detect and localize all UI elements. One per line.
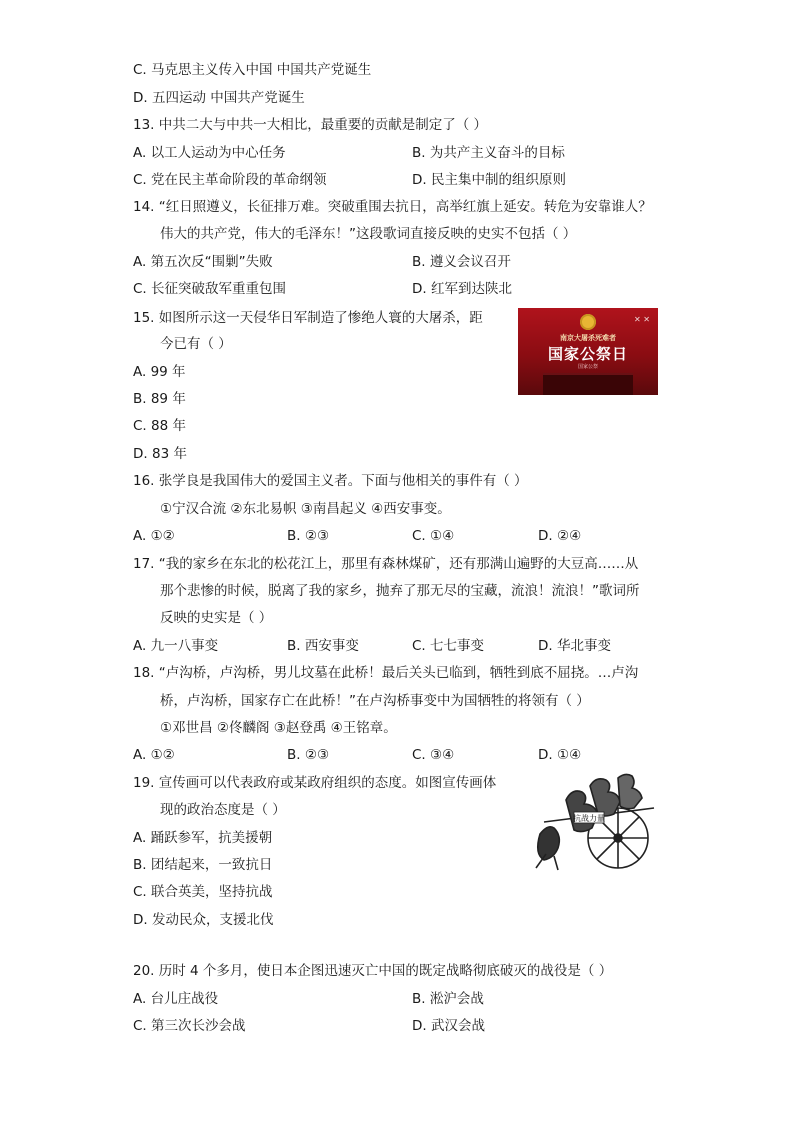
- question-19: 19. 宣传画可以代表政府或某政府组织的态度。如图宣传画体: [133, 775, 497, 791]
- question-18-cont: 桥，卢沟桥，国家存亡在此桥！”在卢沟桥事变中为国牺牲的将领有（ ）: [160, 693, 590, 709]
- option-19d: D. 发动民众，支援北伐: [133, 912, 274, 928]
- option-18b: B. ②③: [287, 747, 330, 763]
- doves-icon: ✕ ✕: [634, 315, 650, 324]
- option-16c: C. ①④: [412, 528, 455, 544]
- question-14: 14. “红日照遵义，长征排万难。突破重围去抗日，高举红旗上延安。转危为安靠谁人？: [133, 199, 652, 215]
- option-20b: B. 淞沪会战: [412, 991, 484, 1007]
- question-20: 20. 历时 4 个多月，使日本企图迅速灭亡中国的既定战略彻底破灭的战役是（ ）: [133, 963, 613, 979]
- option-17b: B. 西安事变: [287, 638, 359, 654]
- option-13b: B. 为共产主义奋斗的目标: [412, 145, 565, 161]
- option-13c: C. 党在民主革命阶段的革命纲领: [133, 172, 327, 188]
- question-17-cont2: 反映的史实是（ ）: [160, 610, 273, 626]
- option-19a: A. 踊跃参军，抗美援朝: [133, 830, 273, 846]
- option-16a: A. ①②: [133, 528, 175, 544]
- option-19b: B. 团结起来，一致抗日: [133, 857, 273, 873]
- option-12c: C. 马克思主义传入中国 中国共产党诞生: [133, 62, 372, 78]
- cart-illustration: [526, 772, 662, 872]
- option-13d: D. 民主集中制的组织原则: [412, 172, 566, 188]
- option-19c: C. 联合英美，坚持抗战: [133, 884, 273, 900]
- option-15d: D. 83 年: [133, 446, 187, 462]
- option-20c: C. 第三次长沙会战: [133, 1018, 246, 1034]
- option-17c: C. 七七事变: [412, 638, 485, 654]
- option-20d: D. 武汉会战: [412, 1018, 485, 1034]
- option-13a: A. 以工人运动为中心任务: [133, 145, 286, 161]
- question-17: 17. “我的家乡在东北的松花江上，那里有森林煤矿，还有那满山遍野的大豆高……从: [133, 556, 639, 572]
- option-17a: A. 九一八事变: [133, 638, 219, 654]
- national-emblem-icon: [580, 314, 596, 330]
- image-caption-main: 国家公祭日: [547, 345, 628, 363]
- option-14c: C. 长征突破敌军重重包围: [133, 281, 287, 297]
- option-14b: B. 遵义会议召开: [412, 254, 511, 270]
- question-19-cont: 现的政治态度是（ ）: [160, 802, 286, 818]
- option-18d: D. ①④: [538, 747, 582, 763]
- question-14-cont: 伟大的共产党，伟大的毛泽东！”这段歌词直接反映的史实不包括（ ）: [160, 226, 577, 242]
- option-18c: C. ③④: [412, 747, 455, 763]
- question-13: 13. 中共二大与中共一大相比，最重要的贡献是制定了（ ）: [133, 117, 488, 133]
- question-15: 15. 如图所示这一天侵华日军制造了惨绝人寰的大屠杀，距: [133, 310, 483, 326]
- image-caption-tiny: 国家公祭: [577, 364, 598, 370]
- question-17-cont1: 那个悲惨的时候，脱离了我的家乡，抛弃了那无尽的宝藏，流浪！流浪！”歌词所: [160, 583, 640, 599]
- cart-label: 抗战力量: [573, 814, 605, 823]
- option-16d: D. ②④: [538, 528, 582, 544]
- option-15c: C. 88 年: [133, 418, 186, 434]
- option-14a: A. 第五次反“围剿”失败: [133, 254, 273, 270]
- option-18a: A. ①②: [133, 747, 175, 763]
- option-15a: A. 99 年: [133, 364, 186, 380]
- question-15-cont: 今已有（ ）: [160, 336, 232, 352]
- question-16-items: ①宁汉合流 ②东北易帜 ③南昌起义 ④西安事变。: [160, 501, 451, 517]
- memorial-day-image: [518, 308, 658, 395]
- image-caption-small: 南京大屠杀死难者: [560, 334, 616, 342]
- propaganda-cart-image: [526, 772, 662, 872]
- question-16: 16. 张学良是我国伟大的爱国主义者。下面与他相关的事件有（ ）: [133, 473, 528, 489]
- gate-silhouette: [543, 373, 633, 395]
- question-18: 18. “卢沟桥，卢沟桥，男儿坟墓在此桥！最后关头已临到，牺牲到底不屈挠。…卢沟: [133, 665, 639, 681]
- option-14d: D. 红军到达陕北: [412, 281, 512, 297]
- option-16b: B. ②③: [287, 528, 330, 544]
- option-20a: A. 台儿庄战役: [133, 991, 219, 1007]
- question-18-items: ①邓世昌 ②佟麟阁 ③赵登禹 ④王铭章。: [160, 720, 397, 736]
- option-17d: D. 华北事变: [538, 638, 611, 654]
- option-12d: D. 五四运动 中国共产党诞生: [133, 90, 305, 106]
- option-15b: B. 89 年: [133, 391, 186, 407]
